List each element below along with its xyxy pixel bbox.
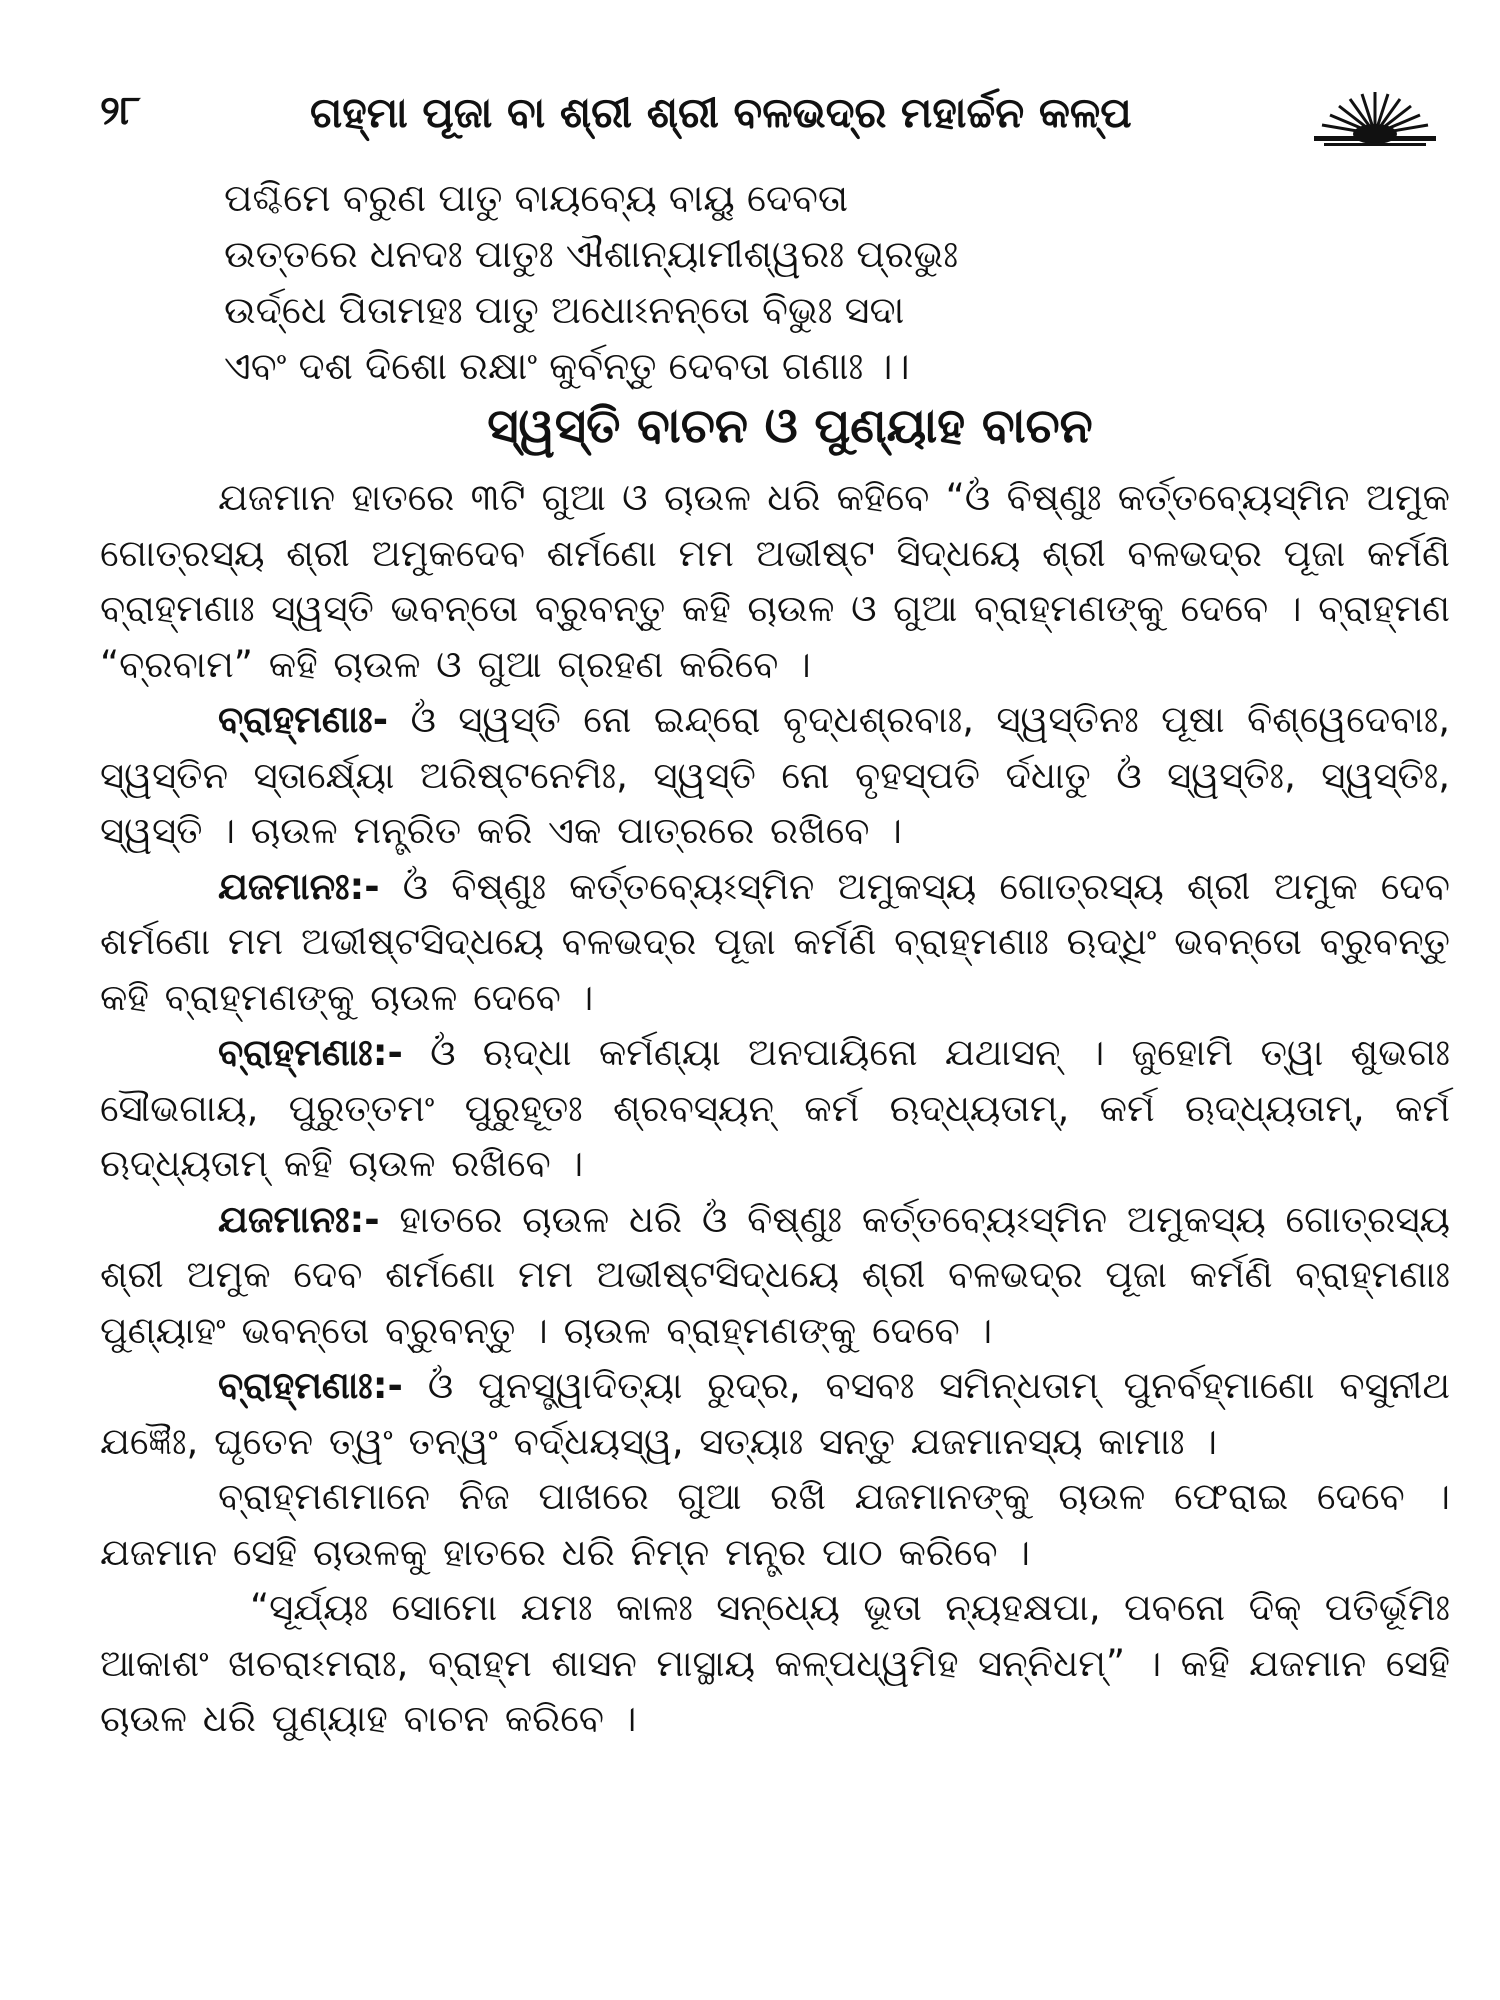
page-header: [100, 88, 1440, 158]
verse-line: ଉର୍ଦ୍ଧେ ପିତାମହଃ ପାତୁ ଅଧୋଽନନ୍ତୋ ବିଭୁଃ ସଦା: [224, 288, 905, 332]
verse-line: ପଶ୍ଚିମେ ବରୁଣ ପାତୁ ବାୟବ୍ୟେ ବାୟୁ ଦେବତା: [224, 176, 849, 220]
paragraph: [100, 470, 1450, 692]
speaker-label: ବ୍ରାହ୍ମଣାଃ-: [218, 698, 389, 741]
paragraph-text: “ସୂର୍ଯ୍ୟଃ ସୋମୋ ଯମଃ କାଳଃ ସନ୍ଧ୍ୟେ ଭୂତା ନ୍ୟହକ୍ଷପା, ପବନୋ ଦିକ୍ ପତିର୍ଭୂମିଃ ଆକାଶଂ ଖଚରାଽମରାଃ, ବ୍ରାହ୍ମ ଶାସନ ମାସ୍ଥାୟ କଳ୍ପଧ୍ୱମିହ ସନ୍ନିଧମ୍” । କହି ଯଜମାନ ସେହି ଚାଉଳ ଧରି ପୁଣ୍ୟାହ ବାଚନ କରିବେ ।: [100, 1586, 1450, 1740]
speaker-label: ଯଜମାନଃ:-: [218, 1197, 380, 1241]
verse-line: ଏବଂ ଦଶ ଦିଶୋ ରକ୍ଷାଂ କୁର୍ବନ୍ତୁ ଦେବତା ଗଣାଃ ।।: [224, 344, 910, 388]
body-text: [100, 470, 1450, 1747]
page-number: ୨୮: [100, 88, 141, 134]
speaker-label: ବ୍ରାହ୍ମଣାଃ:-: [218, 1364, 403, 1407]
paragraph: [100, 692, 1450, 859]
speaker-label: ବ୍ରାହ୍ମଣାଃ:-: [218, 1031, 403, 1074]
paragraph: [100, 1358, 1450, 1469]
paragraph-text: ଓଁ ଋଦ୍ଧା କର୍ମଣ୍ୟା ଅନପାୟିନୋ ଯଥାସନ୍ । ଜୁହୋମି ତ୍ୱା ଶୁଭଗଃ ସୌଭଗାୟ, ପୁରୁତ୍ତମଂ ପୁରୁହୂତଃ ଶ୍ରବସ୍ୟନ୍ କର୍ମ ଋଦ୍ଧ୍ୟତାମ୍, କର୍ମ ଋଦ୍ଧ୍ୟତାମ୍, କର୍ମ ଋଦ୍ଧ୍ୟତାମ୍ କହି ଚାଉଳ ରଖିବେ ।: [100, 1031, 1450, 1185]
paragraph: [100, 1469, 1450, 1580]
paragraph: [100, 1025, 1450, 1192]
speaker-label: ଯଜମାନଃ:-: [218, 864, 380, 908]
paragraph-text: ଓଁ ବିଷ୍ଣୁଃ କର୍ତ୍ତବ୍ୟେଽସ୍ମିନ ଅମୁକସ୍ୟ ଗୋତ୍ରସ୍ୟ ଶ୍ରୀ ଅମୁକ ଦେବ ଶର୍ମଣୋ ମମ ଅଭୀଷ୍ଟସିଦ୍ଧୟେ ବଳଭଦ୍ର ପୂଜା କର୍ମଣି ବ୍ରାହ୍ମଣାଃ ଋଦ୍ଧିଂ ଭବନ୍ତୋ ବ୍ରୁବନ୍ତୁ କହି ବ୍ରାହ୍ମଣଙ୍କୁ ଚାଉଳ ଦେବେ ।: [100, 864, 1450, 1019]
section-heading: ସ୍ୱସ୍ତି ବାଚନ ଓ ପୁଣ୍ୟାହ ବାଚନ: [487, 398, 1093, 454]
verse-block: [224, 170, 1424, 394]
paragraph-text: ଓଁ ପୁନସ୍ତ୍ୱାଦିତ୍ୟା ରୁଦ୍ର, ବସବଃ ସମିନ୍ଧତାମ୍ ପୁନର୍ବହ୍ମାଣୋ ବସୁନୀଥ ଯଜ୍ଞୈଃ, ଘୃତେନ ତ୍ୱଂ ତନ୍ୱଂ ବର୍ଦ୍ଧୟସ୍ୱ, ସତ୍ୟାଃ ସନ୍ତୁ ଯଜମାନସ୍ୟ କାମାଃ ।: [100, 1364, 1451, 1463]
sunburst-emblem-icon: [1310, 88, 1440, 148]
paragraph: [100, 859, 1450, 1026]
paragraph: [100, 1580, 1450, 1747]
paragraph-text: ବ୍ରାହ୍ମଣମାନେ ନିଜ ପାଖରେ ଗୁଆ ରଖି ଯଜମାନଙ୍କୁ ଚାଉଳ ଫେରାଇ ଦେବେ । ଯଜମାନ ସେହି ଚାଉଳକୁ ହାତରେ ଧରି ନିମ୍ନ ମନ୍ତ୍ର ପାଠ କରିବେ ।: [100, 1475, 1450, 1574]
paragraph: [100, 1192, 1450, 1359]
paragraph-text: ହାତରେ ଚାଉଳ ଧରି ଓଁ ବିଷ୍ଣୁଃ କର୍ତ୍ତବ୍ୟେଽସ୍ମିନ ଅମୁକସ୍ୟ ଗୋତ୍ରସ୍ୟ ଶ୍ରୀ ଅମୁକ ଦେବ ଶର୍ମଣୋ ମମ ଅଭୀଷ୍ଟସିଦ୍ଧୟେ ଶ୍ରୀ ବଳଭଦ୍ର ପୂଜା କର୍ମଣି ବ୍ରାହ୍ମଣାଃ ପୁଣ୍ୟାହଂ ଭବନ୍ତୋ ବ୍ରୁବନ୍ତୁ । ଚାଉଳ ବ୍ରାହ୍ମଣଙ୍କୁ ଦେବେ ।: [100, 1197, 1450, 1352]
paragraph-text: ଯଜମାନ ହାତରେ ୩ଟି ଗୁଆ ଓ ଚାଉଳ ଧରି କହିବେ “ଓଁ ବିଷ୍ଣୁଃ କର୍ତ୍ତବ୍ୟେସ୍ମିନ ଅମୁକ ଗୋତ୍ରସ୍ୟ ଶ୍ରୀ ଅମୁକଦେବ ଶର୍ମଣୋ ମମ ଅଭୀଷ୍ଟ ସିଦ୍ଧୟେ ଶ୍ରୀ ବଳଭଦ୍ର ପୂଜା କର୍ମଣି ବ୍ରାହ୍ମଣାଃ ସ୍ୱସ୍ତି ଭବନ୍ତୋ ବ୍ରୁବନ୍ତୁ କହି ଚାଉଳ ଓ ଗୁଆ ବ୍ରାହ୍ମଣଙ୍କୁ ଦେବେ । ବ୍ରାହ୍ମଣ “ବ୍ରବାମ” କହି ଚାଉଳ ଓ ଗୁଆ ଗ୍ରହଣ କରିବେ ।: [100, 476, 1450, 686]
verse-line: ଉତ୍ତରେ ଧନଦଃ ପାତୁଃ ଐଶାନ୍ୟାମୀଶ୍ୱରଃ ପ୍ରଭୁଃ: [224, 232, 959, 276]
paragraph-text: ଓଁ ସ୍ୱସ୍ତି ନୋ ଇନ୍ଦ୍ରୋ ବୃଦ୍ଧଶ୍ରବାଃ, ସ୍ୱସ୍ତିନଃ ପୂଷା ବିଶ୍ୱେଦେବାଃ, ସ୍ୱସ୍ତିନ ସ୍ତାର୍କ୍ଷ୍ୟୋ ଅରିଷ୍ଟନେମିଃ, ସ୍ୱସ୍ତି ନୋ ବୃହସ୍ପତି ର୍ଦଧାତୁ ଓଁ ସ୍ୱସ୍ତିଃ, ସ୍ୱସ୍ତିଃ, ସ୍ୱସ୍ତି । ଚାଉଳ ମନ୍ତ୍ରିତ କରି ଏକ ପାତ୍ରରେ ରଖିବେ ।: [100, 698, 1450, 852]
running-title: ଗହ୍ମା ପୂଜା ବା ଶ୍ରୀ ଶ୍ରୀ ବଳଭଦ୍ର ମହାର୍ଚ୍ଚନ କଳ୍ପ: [310, 88, 1132, 137]
